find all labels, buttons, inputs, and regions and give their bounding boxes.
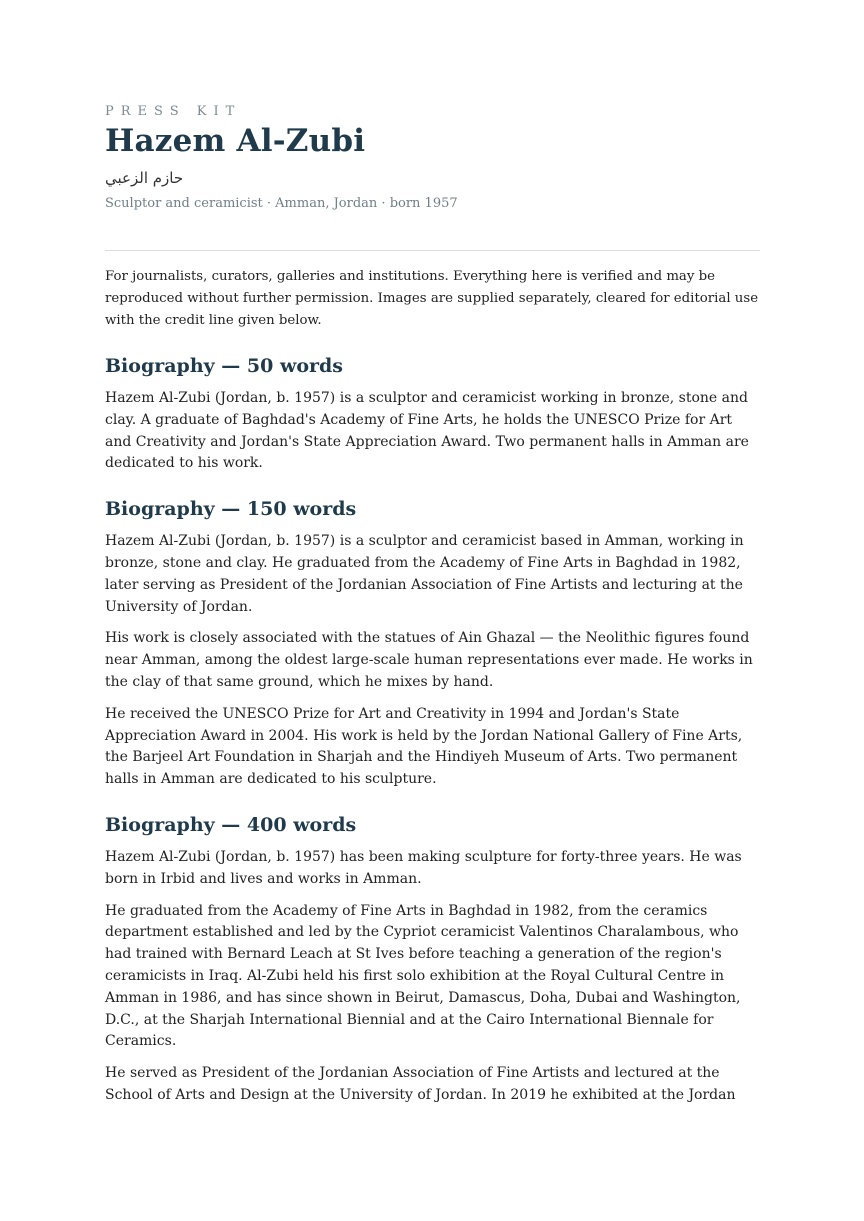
body-paragraph: He graduated from the Academy of Fine Arts in Baghdad in 1982, from the ceramics department established and led by the Cypriot ceramicist Valentinos Charalambous, who had trained with Bernard Leach at St Ives before teaching a generation of the region's ceramicists in Iraq. Al-Zubi held his first solo exhibition at the Royal Cultural Centre in Amman in 1986, and has since shown in Beirut, Damascus, Doha, Dubai and Washington, D.C., at the Sharjah International Biennial and at the Cairo International Biennale for Ceramics. bbox=[105, 902, 741, 1050]
body-paragraph: Hazem Al-Zubi (Jordan, b. 1957) has been making sculpture for forty-three years. He was born in Irbid and lives and works in Amman. bbox=[105, 848, 742, 887]
header-divider bbox=[105, 250, 760, 251]
body-paragraph: He received the UNESCO Prize for Art and Creativity in 1994 and Jordan's State Appreciation Award in 2004. His work is held by the Jordan National Gallery of Fine Arts, the Barjeel Art Foundation in Sharjah and the Hindiyeh Museum of Arts. Two permanent halls in Amman are dedicated to his sculpture. bbox=[105, 705, 743, 788]
section-heading: Biography — 400 words bbox=[105, 813, 357, 836]
press-kit-page bbox=[105, 104, 760, 1107]
section-heading: Biography — 150 words bbox=[105, 498, 357, 521]
intro-paragraph: For journalists, curators, galleries and institutions. Everything here is verified and may be reproduced without further permission. Images are supplied separately, cleared for editorial use with the credit line given below. bbox=[105, 269, 759, 328]
eyebrow-label: PRESS KIT bbox=[105, 104, 242, 119]
section-heading: Biography — 50 words bbox=[105, 355, 344, 377]
section-biography-150 bbox=[105, 497, 760, 791]
body-paragraph: Hazem Al-Zubi (Jordan, b. 1957) is a sculptor and ceramicist working in bronze, stone and clay. A graduate of Baghdad's Academy of Fine Arts, he holds the UNESCO Prize for Art and Creativity and Jordan's State Appreciation Award. Two permanent halls in Amman are dedicated to his work. bbox=[105, 390, 749, 472]
body-paragraph: Hazem Al-Zubi (Jordan, b. 1957) is a sculptor and ceramicist based in Amman, working in bronze, stone and clay. He graduated from the Academy of Fine Arts in Baghdad in 1982, later serving as President of the Jordanian Association of Fine Artists and lecturing at the University of Jordan. bbox=[105, 533, 744, 615]
section-biography-400 bbox=[105, 813, 760, 1107]
artist-name: Hazem Al-Zubi bbox=[105, 123, 366, 159]
body-paragraph: His work is closely associated with the statues of Ain Ghazal — the Neolithic figures found near Amman, among the oldest large-scale human representations ever made. He works in the clay of that same ground, which he mixes by hand. bbox=[105, 630, 753, 690]
section-biography-50 bbox=[105, 354, 760, 475]
artist-name-arabic: حازم الزعبي bbox=[105, 169, 184, 187]
body-paragraph: He served as President of the Jordanian Association of Fine Artists and lectured at the School of Arts and Design at the University of Jordan. In 2019 he exhibited at the Jordan bbox=[105, 1065, 736, 1103]
artist-tagline: Sculptor and ceramicist · Amman, Jordan · born 1957 bbox=[105, 196, 458, 211]
